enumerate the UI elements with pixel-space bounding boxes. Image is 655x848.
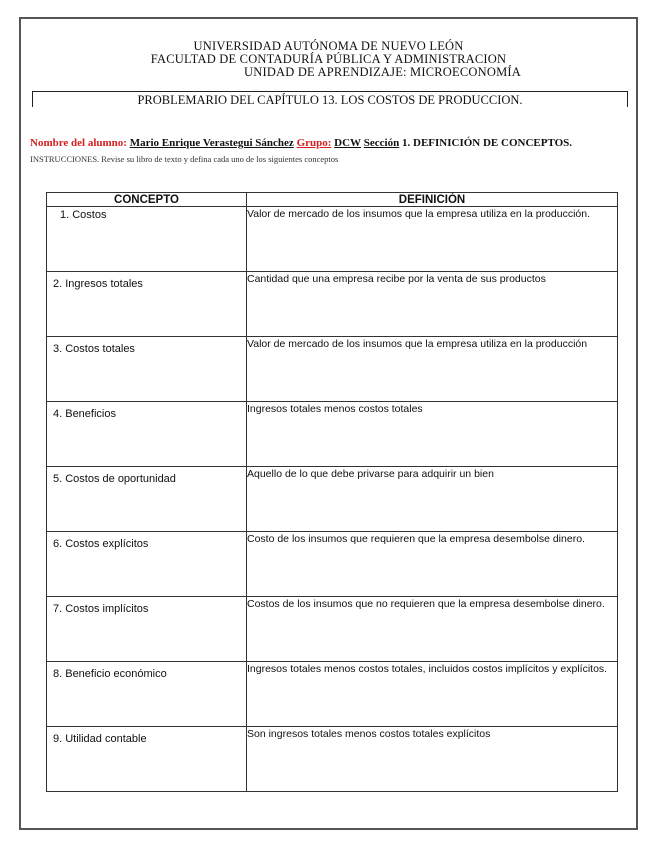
table-row: [47, 207, 618, 272]
table-row: [47, 337, 618, 402]
faculty-heading: FACULTAD DE CONTADURÍA PÚBLICA Y ADMINISTRACION: [150, 52, 507, 66]
definition-text: Son ingresos totales menos costos totales explícitos: [247, 728, 491, 740]
definition-column-header: DEFINICIÓN: [247, 193, 618, 207]
concept-text: 4. Beneficios: [53, 408, 116, 420]
definition-text: Valor de mercado de los insumos que la empresa utiliza en la producción: [247, 338, 588, 350]
concept-text: 9. Utilidad contable: [53, 733, 147, 745]
concept-cell: [47, 532, 247, 597]
table-row: [47, 402, 618, 467]
group-label: Grupo:: [296, 137, 332, 149]
definition-text: Ingresos totales menos costos totales: [247, 403, 423, 415]
concept-cell: [47, 727, 247, 792]
concept-text: 2. Ingresos totales: [53, 278, 143, 290]
table-header-row: [47, 193, 618, 207]
concept-text: 8. Beneficio económico: [53, 668, 167, 680]
document-title: PROBLEMARIO DEL CAPÍTULO 13. LOS COSTOS DE PRODUCCION.: [137, 93, 523, 107]
definition-text: Aquello de lo que debe privarse para adquirir un bien: [247, 468, 494, 480]
definition-cell: [247, 597, 618, 662]
table-row: [47, 597, 618, 662]
definition-cell: [247, 532, 618, 597]
instructions-text: INSTRUCCIONES. Revise su libro de texto y defina cada uno de los siguientes conceptos: [30, 154, 339, 164]
concept-cell: [47, 467, 247, 532]
definition-cell: [247, 272, 618, 337]
concept-cell: [47, 597, 247, 662]
university-heading: UNIVERSIDAD AUTÓNOMA DE NUEVO LEÓN: [193, 39, 464, 53]
document-page: [19, 17, 638, 830]
concepts-table: [46, 192, 618, 792]
definition-cell: [247, 662, 618, 727]
definition-text: Ingresos totales menos costos totales, incluidos costos implícitos y explícitos.: [247, 663, 608, 675]
unit-heading: UNIDAD DE APRENDIZAJE: MICROECONOMÍA: [244, 65, 521, 79]
section-label: Sección: [363, 137, 400, 149]
concept-column-header: CONCEPTO: [47, 193, 247, 207]
definition-text: Cantidad que una empresa recibe por la venta de sus productos: [247, 273, 546, 285]
table-row: [47, 662, 618, 727]
concept-cell: [47, 272, 247, 337]
concept-text: 6. Costos explícitos: [53, 538, 149, 550]
concept-text: 1. Costos: [60, 209, 107, 221]
concept-text: 7. Costos implícitos: [53, 603, 149, 615]
concept-text: 5. Costos de oportunidad: [53, 473, 176, 485]
title-box: [32, 91, 628, 107]
student-name-value: Mario Enrique Verastegui Sánchez: [129, 137, 294, 149]
definition-cell: [247, 207, 618, 272]
concept-cell: [47, 402, 247, 467]
table-row: [47, 727, 618, 792]
student-info-line: [30, 137, 632, 149]
concept-text: 3. Costos totales: [53, 343, 135, 355]
section-value: 1. DEFINICIÓN DE CONCEPTOS.: [402, 137, 573, 149]
table-row: [47, 467, 618, 532]
definition-cell: [247, 727, 618, 792]
definition-text: Costos de los insumos que no requieren que la empresa desembolse dinero.: [247, 598, 605, 610]
table-row: [47, 272, 618, 337]
definition-text: Valor de mercado de los insumos que la empresa utiliza en la producción.: [247, 208, 590, 220]
concept-cell: [47, 337, 247, 402]
concept-cell: [47, 207, 247, 272]
student-name-label: Nombre del alumno:: [30, 137, 127, 149]
definition-text: Costo de los insumos que requieren que la empresa desembolse dinero.: [247, 533, 585, 545]
definition-cell: [247, 337, 618, 402]
definition-cell: [247, 467, 618, 532]
concept-cell: [47, 662, 247, 727]
table-row: [47, 532, 618, 597]
definition-cell: [247, 402, 618, 467]
group-value: DCW: [334, 137, 362, 149]
